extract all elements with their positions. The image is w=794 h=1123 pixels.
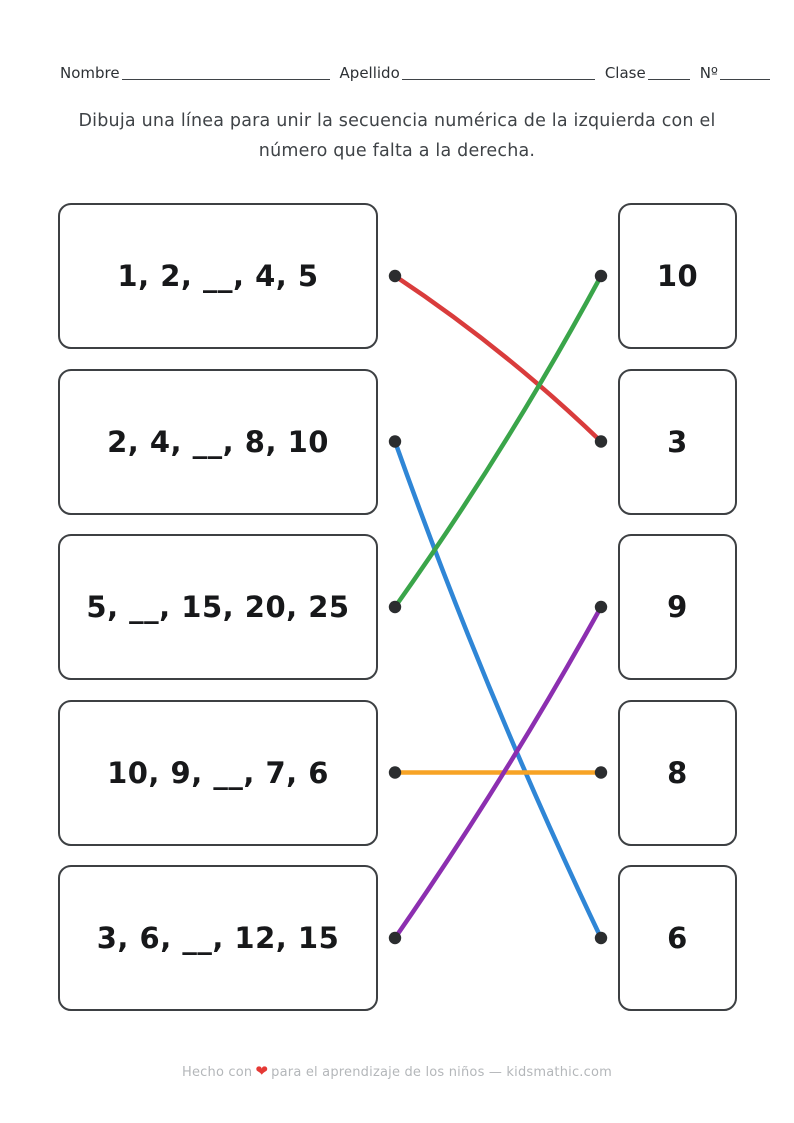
right-connector-dot[interactable]	[595, 766, 607, 778]
instructions	[0, 106, 794, 166]
answer-card-3[interactable]	[618, 534, 737, 680]
left-connector-dot[interactable]	[389, 766, 401, 778]
connection-line	[395, 276, 601, 442]
answer-text: 6	[667, 921, 688, 955]
sequence-card-4[interactable]	[58, 700, 378, 846]
sequence-text: 5, __, 15, 20, 25	[86, 590, 350, 624]
sequence-text: 2, 4, __, 8, 10	[107, 424, 329, 459]
sequence-card-1[interactable]	[58, 203, 378, 349]
number-blank-line	[720, 62, 770, 80]
sequence-card-2[interactable]	[58, 369, 378, 515]
sequence-card-3[interactable]	[58, 534, 378, 680]
answer-text: 3	[667, 424, 688, 459]
name-label: Nombre	[60, 64, 120, 82]
right-connector-dot[interactable]	[595, 435, 607, 447]
answer-text: 10	[656, 259, 699, 293]
name-blank-line	[122, 62, 330, 80]
class-label: Clase	[604, 64, 646, 82]
instructions-line-2: número que falta a la derecha.	[258, 141, 536, 161]
right-connector-dot[interactable]	[595, 601, 607, 613]
answer-text: 9	[667, 590, 688, 624]
footer-prefix: Hecho con	[181, 1065, 253, 1080]
heart-icon: ❤	[255, 1062, 269, 1080]
right-connector-dot[interactable]	[595, 270, 607, 282]
left-connector-dot[interactable]	[389, 932, 401, 944]
instructions-line-1: Dibuja una línea para unir la secuencia numérica de la izquierda con el	[78, 111, 716, 131]
connection-line	[395, 442, 601, 939]
sequence-text: 1, 2, __, 4, 5	[117, 259, 319, 293]
worksheet-header	[60, 62, 770, 83]
left-connector-dot[interactable]	[389, 435, 401, 447]
connection-line	[395, 607, 601, 938]
sequence-text: 3, 6, __, 12, 15	[96, 921, 340, 955]
left-connector-dot[interactable]	[389, 270, 401, 282]
left-connector-dot[interactable]	[389, 601, 401, 613]
answer-card-1[interactable]	[618, 203, 737, 349]
right-connector-dot[interactable]	[595, 932, 607, 944]
sequence-card-5[interactable]	[58, 865, 378, 1011]
answer-card-2[interactable]	[618, 369, 737, 515]
footer-suffix: para el aprendizaje de los niños — kidsmathic.com	[271, 1065, 612, 1080]
number-label: Nº	[699, 64, 718, 82]
footer-credit	[0, 1062, 794, 1080]
answer-card-5[interactable]	[618, 865, 737, 1011]
answer-card-4[interactable]	[618, 700, 737, 846]
answer-text: 8	[667, 755, 688, 790]
surname-label: Apellido	[339, 64, 400, 82]
connection-line	[395, 276, 601, 607]
sequence-text: 10, 9, __, 7, 6	[107, 755, 329, 790]
class-blank-line	[648, 62, 690, 80]
surname-blank-line	[402, 62, 595, 80]
